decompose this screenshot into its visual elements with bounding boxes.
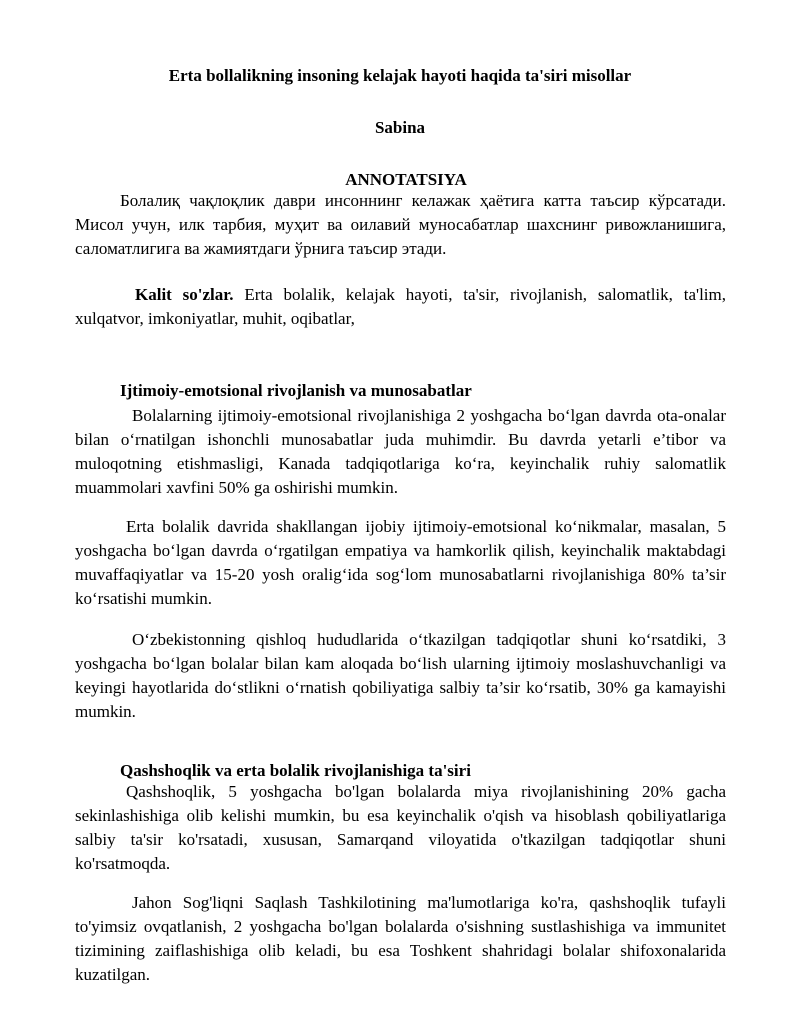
- keywords-paragraph: [75, 283, 726, 331]
- paragraph: Jahon Sog'liqni Saqlash Tashkilotining ma'lumotlariga ko'ra, qashshoqlik tufayli to'yimsiz ovqatlanish, 2 yoshgacha bo'lgan bolalarda o'sishning sustlashishiga va immunitet tizimining zaiflashishiga olib keladi, bu esa Toshkent shahridagi bolalar shifoxonalarida kuzatilgan.: [75, 893, 726, 984]
- section-heading-social-emotional: Ijtimoiy-emotsional rivojlanish va munosabatlar: [120, 381, 472, 400]
- paragraph: Qashshoqlik, 5 yoshgacha bo'lgan bolalarda miya rivojlanishining 20% gacha sekinlashishiga olib kelishi mumkin, bu esa keyinchalik o'qish va hisoblash qobiliyatlariga salbiy ta'sir ko'rsatadi, xususan, Samarqand viloyatida o'tkazilgan tadqiqotlar shuni ko'rsatmoqda.: [75, 782, 726, 873]
- paragraph: Bolalarning ijtimoiy-emotsional rivojlanishiga 2 yoshgacha bo‘lgan davrda ota-onalar bilan o‘rnatilgan ishonchli munosabatlar juda muhimdir. Bu davrda yetarli e’tibor va muloqotning etishmasligi, Kanada tadqiqotlariga ko‘ra, keyinchalik ruhiy salomatlik muammolari xavfini 50% ga oshirishi mumkin.: [75, 406, 726, 497]
- annotation-paragraph: Болалиқ чақлоқлик даври инсоннинг келажак ҳаётига катта таъсир кўрсатади. Мисол учун, илк тарбия, муҳит ва оилавий муносабатлар шахснинг ривожланишига, саломатлигига ва жамиятдаги ўрнига таъсир этади.: [75, 191, 726, 258]
- paragraph: Erta bolalik davrida shakllangan ijobiy ijtimoiy-emotsional ko‘nikmalar, masalan, 5 yoshgacha bo‘lgan davrda o‘rgatilgan empatiya va hamkorlik qilish, keyinchalik maktabdagi muvaffaqiyatlar va 15-20 yosh oralig‘ida sog‘lom munosabatlarni rivojlanishiga 80% ta’sir ko‘rsatishi mumkin.: [75, 517, 726, 608]
- section-heading-poverty: Qashshoqlik va erta bolalik rivojlanishiga ta'siri: [120, 761, 471, 780]
- keywords-text: Erta bolalik, kelajak hayoti, ta'sir, rivojlanish, salomatlik, ta'lim, xulqatvor, imkoniyatlar, muhit, oqibatlar,: [75, 285, 726, 328]
- annotation-heading: ANNOTATSIYA: [345, 170, 467, 189]
- paragraph: O‘zbekistonning qishloq hududlarida o‘tkazilgan tadqiqotlar shuni ko‘rsatdiki, 3 yoshgacha bo‘lgan bolalar bilan kam aloqada bo‘lish ularning ijtimoiy moslashuvchanligi va keyingi hayotlarida do‘stlikni o‘rnatish qobiliyatiga salbiy ta’sir ko‘rsatib, 30% ga kamayishi mumkin.: [75, 630, 726, 721]
- document-title: Erta bollalikning insoning kelajak hayoti haqida ta'siri misollar: [168, 66, 632, 85]
- author-name: Sabina: [374, 118, 426, 137]
- keywords-label: Kalit so'zlar.: [135, 285, 234, 304]
